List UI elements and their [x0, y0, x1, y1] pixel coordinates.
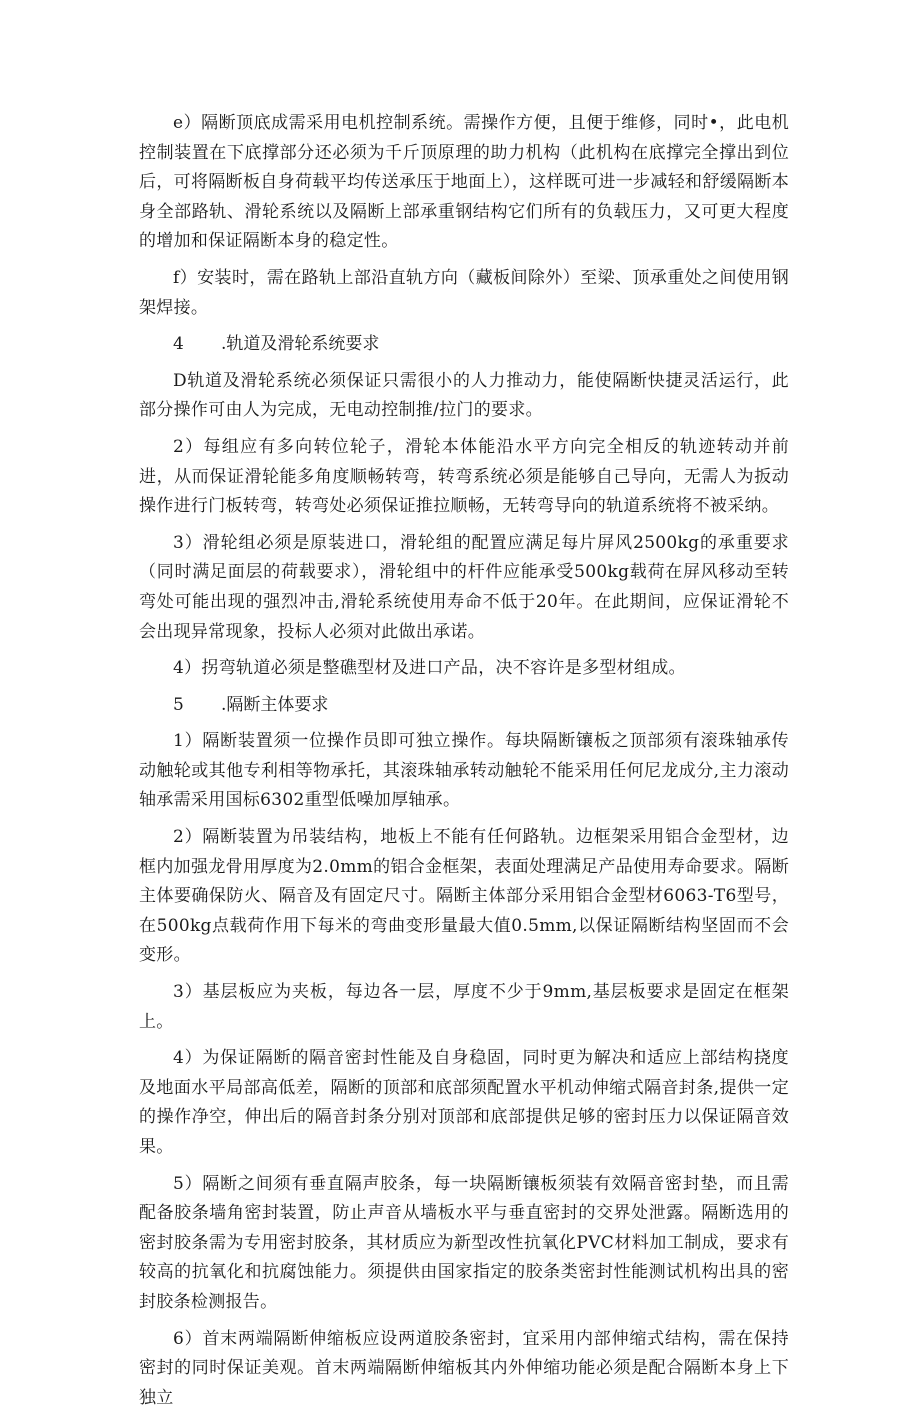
paragraph-5-1: 1）隔断装置须一位操作员即可独立操作。每块隔断镶板之顶部须有滚珠轴承传动触轮或其他专利相等物承托，其滚珠轴承转动触轮不能采用任何尼龙成分,主力滚动轴承需采用国标6302重型低噪加厚轴承。 [139, 731, 789, 811]
paragraph-f: f）安装时，需在路轨上部沿直轨方向（藏板间除外）至梁、顶承重处之间使用钢架焊接。 [139, 267, 789, 318]
section-heading-5 [139, 691, 789, 721]
paragraph-4-1: D轨道及滑轮系统必须保证只需很小的人力推动力，能使隔断快捷灵活运行，此部分操作可由人为完成，无电动控制推/拉门的要求。 [139, 370, 789, 421]
section-title-5: .隔断主体要求 [221, 694, 329, 715]
section-number-5: 5 [173, 694, 184, 715]
paragraph-5-6: 6）首末两端隔断伸缩板应设两道胶条密封，宜采用内部伸缩式结构，需在保持密封的同时保证美观。首末两端隔断伸缩板其内外伸缩功能必须是配合隔断本身上下独立 [139, 1328, 789, 1408]
paragraph-e: e）隔断顶底成需采用电机控制系统。需操作方便，且便于维修，同时•，此电机控制装置在下底撑部分还必须为千斤顶原理的助力机构（此机构在底撑完全撑出到位后，可将隔断板自身荷载平均传送承压于地面上），这样既可进一步减轻和舒缓隔断本身全部路轨、滑轮系统以及隔断上部承重钢结构它们所有的负载压力，又可更大程度的增加和保证隔断本身的稳定性。 [139, 113, 789, 252]
paragraph-5-5: 5）隔断之间须有垂直隔声胶条，每一块隔断镶板须装有效隔音密封垫，而且需配备胶条墙角密封装置，防止声音从墙板水平与垂直密封的交界处泄露。隔断选用的密封胶条需为专用密封胶条，其材质应为新型改性抗氧化PVC材料加工制成，要求有较高的抗氧化和抗腐蚀能力。须提供由国家指定的胶条类密封性能测试机构出具的密封胶条检测报告。 [139, 1173, 789, 1312]
paragraph-4-4: 4）拐弯轨道必须是整礁型材及进口产品，决不容许是多型材组成。 [173, 658, 686, 679]
paragraph-4-3: 3）滑轮组必须是原装进口，滑轮组的配置应满足每片屏风2500kg的承重要求（同时满足面层的荷载要求），滑轮组中的杆件应能承受500kg载荷在屏风移动至转弯处可能出现的强烈冲击,滑轮系统使用寿命不低于20年。在此期间，应保证滑轮不会出现异常现象，投标人必须对此做出承诺。 [139, 532, 789, 642]
paragraph-4-2: 2）每组应有多向转位轮子，滑轮本体能沿水平方向完全相反的轨迹转动并前进，从而保证滑轮能多角度顺畅转弯，转弯系统必须是能够自己导向，无需人为扳动操作进行门板转弯，转弯处必须保证推拉顺畅，无转弯导向的轨道系统将不被采纳。 [139, 436, 789, 517]
paragraph-5-4: 4）为保证隔断的隔音密封性能及自身稳固，同时更为解决和适应上部结构挠度及地面水平局部高低差，隔断的顶部和底部须配置水平机动伸缩式隔音封条,提供一定的操作净空，伸出后的隔音封条分别对顶部和底部提供足够的密封压力以保证隔音效果。 [139, 1048, 789, 1157]
paragraph-5-2: 2）隔断装置为吊装结构，地板上不能有任何路轨。边框架采用铝合金型材，边框内加强龙骨用厚度为2.0mm的铝合金框架，表面处理满足产品使用寿命要求。隔断主体要确保防火、隔音及有固定尺寸。隔断主体部分采用铝合金型材6063-T6型号，在500kg点载荷作用下每米的弯曲变形量最大值0.5mm,以保证隔断结构坚固而不会变形。 [139, 827, 789, 966]
section-heading-4 [139, 330, 789, 360]
section-number-4: 4 [173, 334, 184, 355]
paragraph-5-3: 3）基层板应为夹板，每边各一层，厚度不少于9mm,基层板要求是固定在框架上。 [139, 982, 789, 1032]
section-title-4: .轨道及滑轮系统要求 [221, 334, 380, 355]
document-page [139, 109, 789, 1420]
